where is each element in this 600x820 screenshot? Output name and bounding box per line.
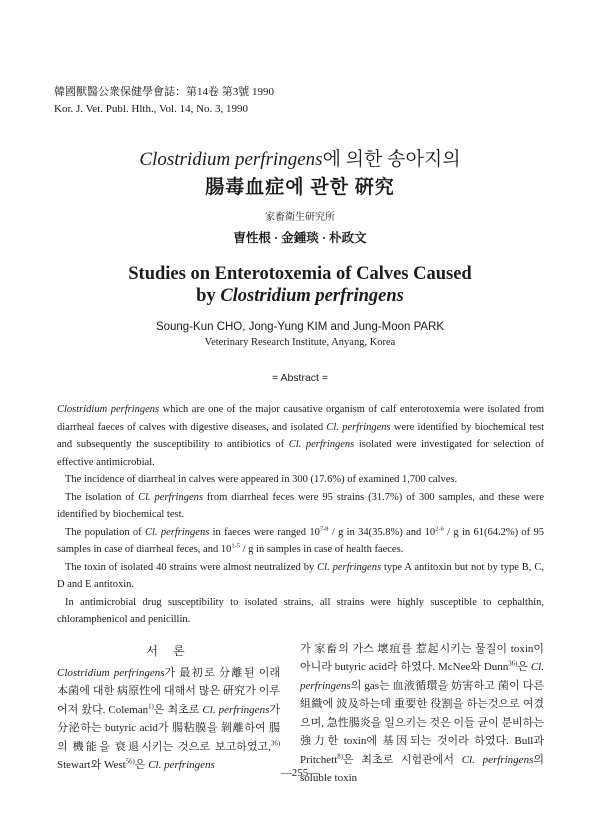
journal-citation-korean: 韓國獸醫公衆保健學會誌：第14卷 第3號 1990 (54, 86, 274, 98)
text-run: 에 의한 송아지의 (322, 149, 461, 170)
abstract-paragraph (57, 401, 544, 471)
text-run: 가 分泌하는 butyric acid가 腸粘膜을 剝離하여 腸의 機能을 衰退시키는 것으로 보고하였고, (57, 703, 280, 753)
superscript-text: 8) (337, 752, 343, 760)
abstract-body (57, 401, 544, 629)
introduction-heading: 서 론 (146, 643, 191, 658)
text-run: The isolation of (65, 491, 139, 503)
species-name-italic: Cl. perfringens (145, 526, 210, 538)
text-run: 의 gas는 血液循環을 妨害하고 菌이 다른 組織에 波及하는데 重要한 役割을 하는것으로 여겼으며, 急性腸炎을 일으키는 것은 이들 균이 분비하는 強力한 toxin에 基因되는 것이라 하였다. Bull과 Pritchett (300, 679, 544, 766)
text-run: Stewart와 West (57, 759, 126, 771)
korean-title-line-1 (0, 146, 600, 174)
text-run: / g in 61(64.2%) of 95 samples in case of diarrheal feces, and 10 (57, 526, 544, 555)
text-run: isolated were investigated for selection of effective antimicrobial. (57, 439, 544, 468)
text-run: 의 soluble toxin (300, 753, 544, 784)
superscript-text: 2-6 (435, 525, 444, 532)
text-run: 가 最初로 分離된 이래 本菌에 대한 病原性에 대해서 많은 硏究가 이루어져 왔다. Coleman (57, 666, 280, 716)
text-run: 은 (134, 759, 149, 771)
text-run: The incidence of diarrheal in calves were appeared in 300 (17.6%) of examined 1,700 calves. (65, 474, 458, 485)
species-name-italic: Cl. perfringens (202, 703, 270, 716)
text-run: were identified by biochemical test and subsequently the susceptibility to antibiotics of (57, 421, 544, 450)
text-run: from diarrheal feces were 95 strains (31.7%) of 300 samples, and these were identified by biochemical test. (57, 491, 544, 520)
text-run: In antimicrobial drug susceptibility to isolated strains, all strains were highly susceptible to cephalthin, chloramphenicol and penicillin. (57, 596, 544, 625)
korean-authors: 曺性根 · 金鍾琰 · 朴政文 (233, 231, 367, 245)
korean-title (0, 146, 600, 202)
introduction-paragraph-left (57, 664, 280, 775)
species-name-italic: Clostridium perfringens (57, 666, 165, 679)
superscript-text: 36) (270, 739, 280, 747)
text-run: in faeces were ranged 10 (209, 526, 320, 538)
abstract-paragraph (57, 594, 544, 629)
species-name-italic: Clostridium perfringens (220, 286, 404, 306)
species-name-italic: Cl. perfringens (138, 491, 203, 503)
superscript-text: 1) (148, 702, 154, 710)
english-title-line-2 (0, 285, 600, 307)
species-name-italic: Cl. perfringens (461, 753, 534, 766)
text-run: / g in 34(35.8%) and 10 (328, 526, 436, 538)
korean-title-line-2: 腸毒血症에 관한 硏究 (205, 177, 395, 198)
species-name-italic: Clostridium perfringens (139, 149, 323, 170)
abstract-paragraph (57, 471, 544, 489)
abstract-paragraph (57, 489, 544, 524)
english-institution: Veterinary Research Institute, Anyang, Korea (204, 337, 396, 348)
text-run: 은 최초로 시험관에서 (342, 753, 462, 766)
text-run: 은 (517, 661, 531, 673)
abstract-paragraph (57, 559, 544, 594)
text-run: which are one of the major causative organism of calf enterotoxemia were isolated from diarrheal faeces of calves with digestive diseases, and isolated (57, 404, 544, 433)
abstract-paragraph (57, 524, 544, 559)
species-name-italic: Cl. perfringens (148, 759, 215, 771)
english-title (0, 263, 600, 307)
text-run: by (196, 286, 221, 306)
text-run: The toxin of isolated 40 strains were almost neutralized by (65, 561, 318, 573)
species-name-italic: Cl. perfringens (300, 661, 544, 692)
korean-affiliation: 家畜衛生研究所 (265, 212, 335, 223)
superscript-text: 56) (125, 758, 135, 766)
english-title-line-1: Studies on Enterotoxemia of Calves Caused (128, 264, 472, 284)
text-run: 가 家畜의 가스 壞疽를 惹起시키는 물질이 toxin이 아니라 butyric acid라 하였다. McNee와 Dunn (300, 642, 544, 673)
species-name-italic: Cl. perfringens (326, 421, 391, 433)
text-run: 은 최초로 (153, 703, 203, 716)
superscript-text: 1-5 (231, 542, 241, 550)
species-name-italic: Cl. perfringens (317, 561, 382, 573)
text-run: type A antitoxin but not by type B, C, D and E antitoxin. (57, 561, 544, 590)
superscript-text: 36) (508, 660, 518, 668)
journal-citation-english: Kor. J. Vet. Publ. Hlth., Vol. 14, No. 3, 1990 (54, 103, 249, 115)
superscript-text: 7-8 (319, 525, 329, 532)
english-authors: Soung-Kun CHO, Jong-Yung KIM and Jung-Moon PARK (155, 321, 445, 333)
text-run: / g in samples in case of health faeces. (240, 544, 404, 555)
species-name-italic: Clostridium perfringens (57, 404, 160, 415)
page-number: —255— (280, 767, 320, 779)
text-run: The population of (65, 526, 145, 538)
abstract-heading: = Abstract = (271, 372, 329, 384)
journal-citation (54, 84, 534, 118)
species-name-italic: Cl. perfringens (288, 439, 355, 450)
